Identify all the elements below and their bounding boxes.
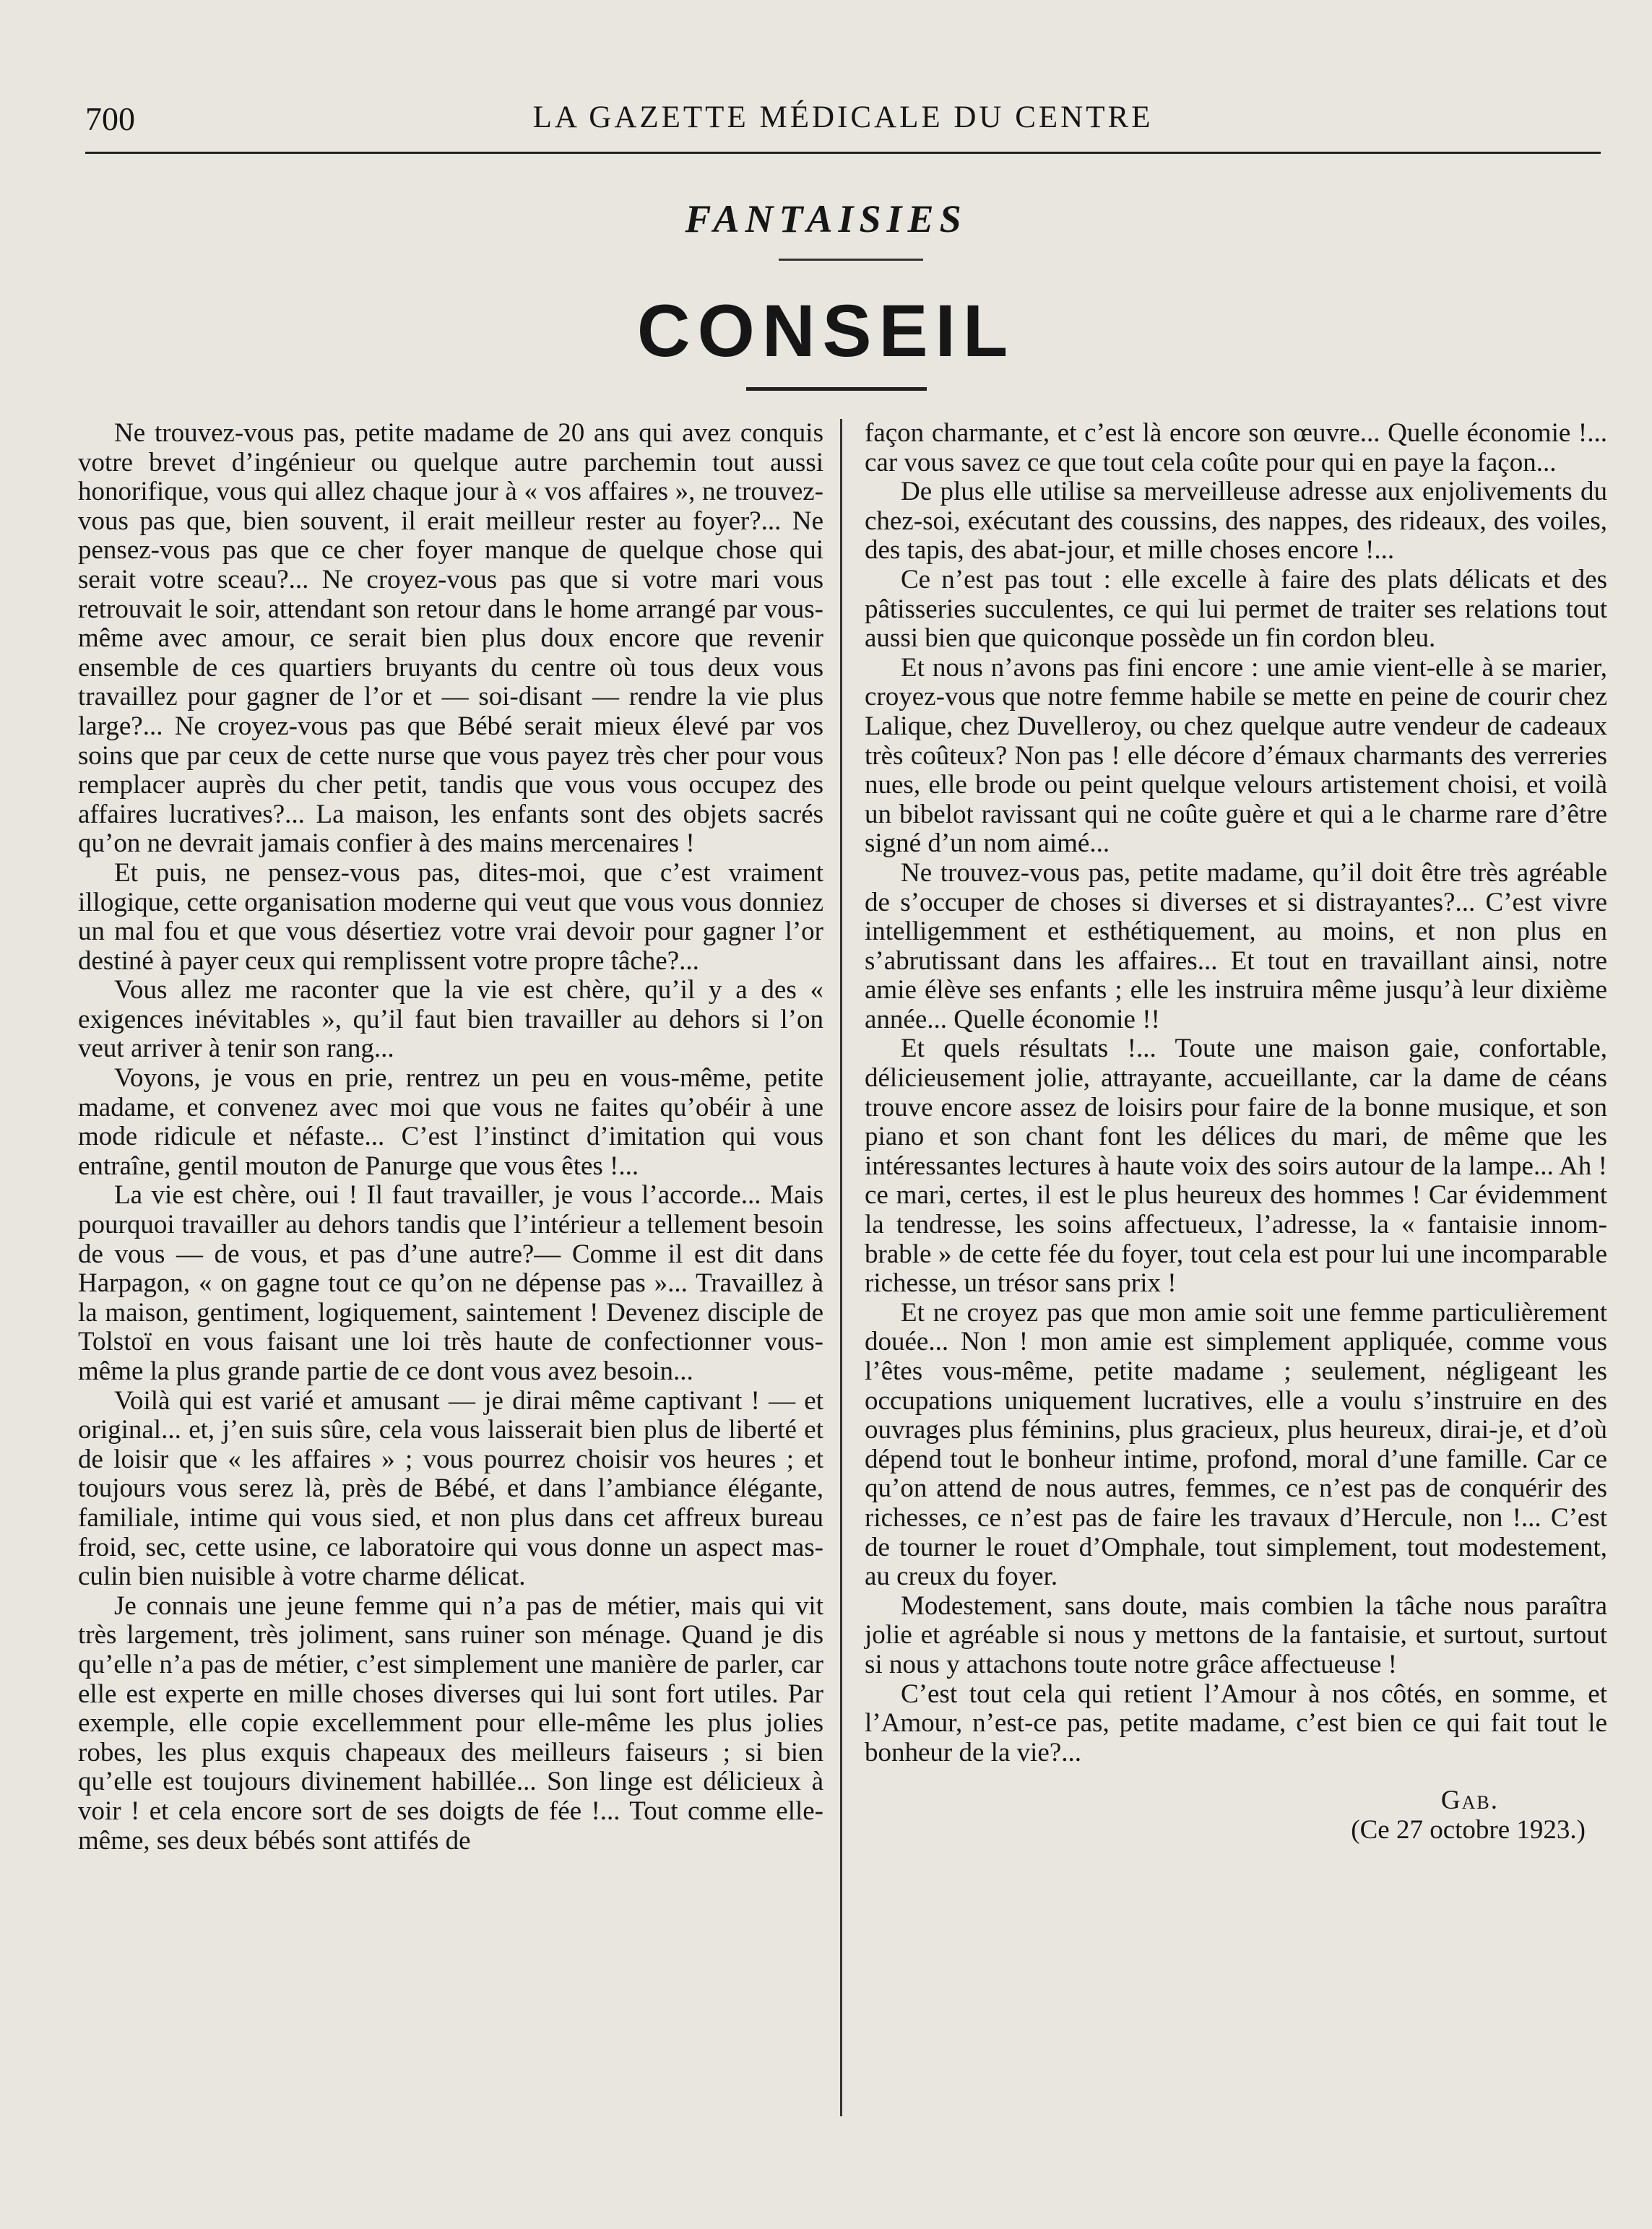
paragraph: Je connais une jeune femme qui n’a pas de métier, mais qui vit très largement, très joliment, sans ruiner son ménage. Quand je dis qu’elle n’a pas de métier, c’est simplement une manière de parler, car elle est experte en mille choses diverses qui lui sont fort utiles. Par exemple, elle copie excellemment pour elle-même les plus jolies robes, les plus exquis chapeaux des meilleurs faiseurs ; si bien qu’elle est toujours divinement habillée... Son linge est délicieux à voir ! et cela encore sort de ses doigts de fée !... Tout comme elle-même, ses deux bébés sont attifés de [78,1590,823,1856]
paragraph: C’est tout cela qui retient l’Amour à nos côtés, en somme, et l’Amour, n’est-ce pas, petite madame, c’est bien ce qui fait tout le bonheur de la vie?... [865,1679,1607,1767]
section-title: FANTAISIES [685,197,967,241]
left-column [78,419,823,2102]
paragraph: Ne trouvez-vous pas, petite madame, qu’il doit être très agréable de s’occuper de choses si diverses et si distrayantes?... C’est vivre intelligemment et esthétiquement, au moins, et non plus en s’abrutissant dans les affaires... Et tout en travaillant ainsi, notre amie élève ses enfants ; elle les instruira même jusqu’à leur dixième année... Quelle économie !! [865,857,1607,1034]
page-header [85,100,1601,140]
paragraph: De plus elle utilise sa merveilleuse adresse aux enjolivements du chez-soi, exécutant des coussins, des nappes, des rideaux, des voiles, des tapis, des abat-jour, et mille choses encore !... [865,477,1607,566]
paragraph: Voyons, je vous en prie, rentrez un peu en vous-même, petite madame, et convenez avec moi que vous ne faites qu’obéir à une mode ridicule et néfaste... C’est l’instinct d’imitation qui vous entraîne, gentil mouton de Panurge que vous êtes !... [78,1063,823,1181]
running-title: LA GAZETTE MÉDICALE DU CENTRE [532,100,1154,134]
right-column [865,419,1607,2102]
paragraph: Et puis, ne pensez-vous pas, dites-moi, que c’est vraiment illogique, cette organisation moderne qui veut que vous vous donniez un mal fou et que vous désertiez votre vrai devoir pour gagner l’or destiné à payer ceux qui remplissent votre propre tâche?... [78,857,823,976]
paragraph: Et quels résultats !... Toute une maison gaie, confortable, délicieusement jolie, attrayante, accueillante, car la dame de céans trouve encore assez de loisirs pour faire de la bonne musique, et son piano et son chant font les délices du mari, de même que les intéressantes lectures à haute voix des soirs autour de la lampe... Ah ! ce mari, certes, il est le plus heureux des hommes ! Car évidemment la tendresse, les soins affectueux, l’adresse, la « fantaisie innombrable » de cette fée du foyer, tout cela est pour lui une incomparable richesse, un trésor sans prix ! [865,1034,1607,1299]
dateline: (Ce 27 octobre 1923.) [1351,1814,1586,1845]
title-rule-bottom [746,387,927,391]
paragraph: façon charmante, et c’est là encore son œuvre... Quelle économie !... car vous savez ce que tout cela coûte pour qui en paye la façon... [865,418,1607,477]
paragraph: Et nous n’avons pas fini encore : une amie vient-elle à se marier, croyez-vous que notre femme habile se mette en peine de courir chez Lalique, chez Duvelleroy, ou chez quelque autre vendeur de cadeaux très coûteux? Non pas ! elle décore d’émaux charmants des verreries nues, elle brode ou peint quelque velours artistement choisi, et voilà un bibelot ravissant qui ne coûte guère et qui a le charme rare d’être signé d’un nom aimé... [865,652,1607,859]
paragraph: Vous allez me raconter que la vie est chère, qu’il y a des « exigences inévitables », qu’il faut bien travailler au dehors si l’on veut arriver à tenir son rang... [78,975,823,1064]
header-rule [85,152,1601,154]
author-signature: Gab. [1440,1786,1499,1816]
article-title: CONSEIL [636,290,1016,372]
page-number: 700 [85,100,135,137]
title-rule-top [779,259,923,261]
paragraph: Ne trouvez-vous pas, petite madame de 20 ans qui avez conquis votre brevet d’ingénieur ou quelque autre parchemin tout aussi honorifique, vous qui allez chaque jour à « vos affaires », ne trouvez-vous pas que, bien souvent, il erait meilleur rester au foyer?... Ne pensez-vous pas que ce cher foyer manque de quelque chose qui serait votre sceau?... Ne croyez-vous pas que si votre mari vous retrouvait le soir, attendant son retour dans le home arrangé par vous-même avec amour, ce serait bien plus doux encore que revenir ensemble de ces quartiers bruyants du centre où tous deux vous travaillez pour gagner de l’or et — soi-disant — rendre la vie plus large?... Ne croyez-vous pas que Bébé serait mieux élevé par vos soins que par ceux de cette nurse que vous payez très cher pour vous remplacer auprès du cher petit, tandis que vous vous occupez des affaires lucratives?... La maison, les enfants sont des objets sacrés qu’on ne devrait jamais confier à des mains mercenaires ! [78,418,823,859]
paragraph: Voilà qui est varié et amusant — je dirai même captivant ! — et original... et, j’en suis sûre, cela vous laisserait bien plus de liberté et de loisir que « les affaires » ; vous pourrez choisir vos heures ; et toujours vous serez là, près de Bébé, et dans l’ambiance élégante, familiale, intime qui vous sied, et non plus dans cet affreux bureau froid, sec, cette usine, ce laboratoire qui vous donne un aspect masculin bien nuisible à votre charme délicat. [78,1385,823,1592]
paragraph: Et ne croyez pas que mon amie soit une femme particulièrement douée... Non ! mon amie est simplement appliquée, comme vous l’êtes vous-même, petite madame ; seulement, négligeant les occupations uniquement lucratives, elle a voulu s’instruire en des ouvrages plus féminins, plus gracieux, plus heureux, dirai-je, et d’où dépend tout le bonheur intime, profond, moral d’une famille. Car ce qu’on attend de nous autres, femmes, ce n’est pas de conquérir des richesses, ce n’est pas de faire les travaux d’Hercule, non !... C’est de tourner le rouet d’Omphale, tout simplement, tout modestement, au creux du foyer. [865,1297,1607,1592]
paragraph: Ce n’est pas tout : elle excelle à faire des plats délicats et des pâtisseries succulentes, ce qui lui permet de traiter ses relations tout aussi bien que quiconque possède un fin cordon bleu. [865,564,1607,654]
column-divider [840,419,842,2116]
paragraph: La vie est chère, oui ! Il faut travailler, je vous l’accorde... Mais pourquoi travailler au dehors tandis que l’intérieur a tellement besoin de vous — de vous, et pas d’une autre?— Comme il est dit dans Harpagon, « on gagne tout ce qu’on ne dépense pas »... Travaillez à la maison, gentiment, logiquement, saintement ! Devenez disciple de Tolstoï en vous faisant une loi très haute de confectionner vous-même la plus grande partie de ce dont vous avez besoin... [78,1180,823,1386]
paragraph: Modestement, sans doute, mais combien la tâche nous paraîtra jolie et agréable si nous y mettons de la fantaisie, et surtout, surtout si nous y attachons toute notre grâce affectueuse ! [865,1590,1607,1679]
